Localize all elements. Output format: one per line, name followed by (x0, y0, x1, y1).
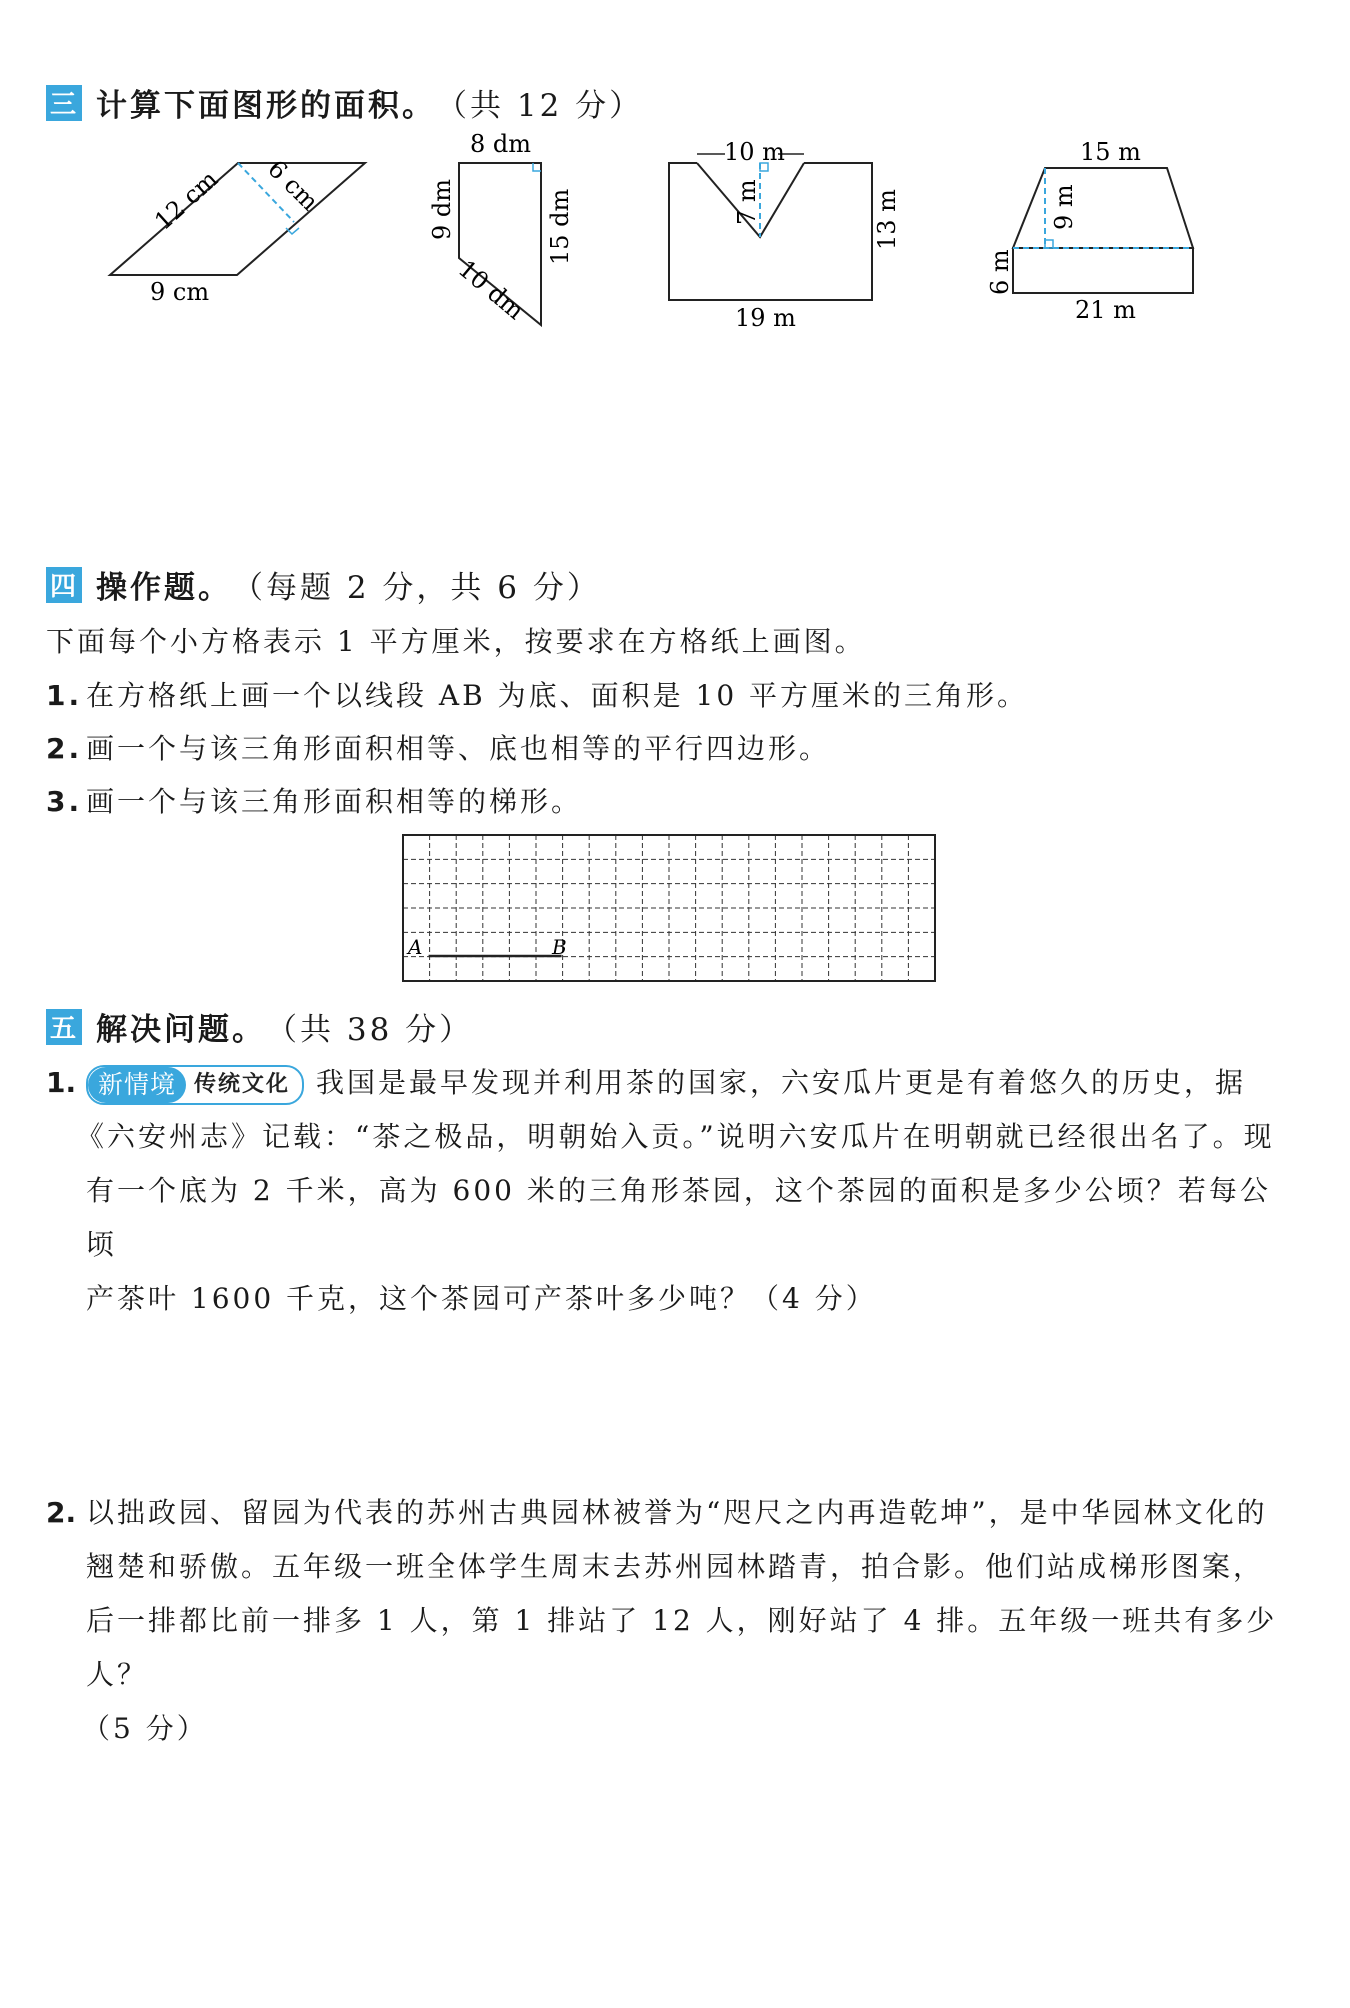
composite-top-label: 15 m (1080, 138, 1141, 166)
rect-height-label: 13 m (873, 189, 901, 250)
problem-1-text (76, 1056, 1296, 1326)
notched-rectangle-figure (669, 138, 901, 332)
composite-rect-height-label: 6 m (986, 249, 1014, 295)
trapezoid-slant-label: 10 dm (452, 254, 530, 326)
parallelogram-figure (110, 155, 365, 306)
badge-topic: 传统文化 (194, 1071, 291, 1097)
problem-1-line-3: 有一个底为 2 千米，高为 600 米的三角形茶园，这个茶园的面积是多少公顷？若每公顷 (86, 1174, 1271, 1261)
point-b-label: B (552, 935, 567, 959)
trapezoid-left-label: 9 dm (428, 178, 456, 240)
notch-height-label: 7 m (733, 179, 761, 225)
section-3-title: 计算下面图形的面积。 (96, 88, 436, 124)
section-5-title: 解决问题。 (96, 1012, 266, 1048)
badge-new: 新情境 (88, 1067, 186, 1103)
grid-paper[interactable] (402, 834, 942, 984)
section-4-note: （每题 2 分，共 6 分） (232, 570, 601, 606)
trapezoid-top-label: 8 dm (470, 130, 532, 158)
parallelogram-base-label: 9 cm (150, 278, 210, 306)
composite-base-label: 21 m (1075, 296, 1136, 324)
rect-base-label: 19 m (735, 304, 796, 332)
new-context-badge (86, 1065, 304, 1105)
section-4-number: 四 (46, 567, 82, 603)
section-5-note: （共 38 分） (266, 1012, 474, 1048)
problem-2-line-4: （5 分） (82, 1712, 208, 1745)
problem-1-line-2: 《六安州志》记载：“茶之极品，明朝始入贡。”说明六安瓜片在明朝就已经很出名了。现 (76, 1120, 1275, 1153)
trapezoid-right-label: 15 dm (546, 188, 574, 265)
section-3-header (46, 80, 643, 125)
problem-1-line-4: 产茶叶 1600 千克，这个茶园可产茶叶多少吨？（4 分） (86, 1282, 877, 1315)
problem-2-line-1: 以拙政园、留园为代表的苏州古典园林被誉为“咫尺之内再造乾坤”，是中华园林文化的 (86, 1496, 1268, 1529)
section-4-header (46, 562, 601, 607)
section-4-intro: 下面每个小方格表示 1 平方厘米，按要求在方格纸上画图。 (46, 625, 866, 658)
section-4-title: 操作题。 (96, 570, 232, 606)
section-5-number: 五 (46, 1009, 82, 1045)
section-3-figures (0, 130, 1350, 470)
problem-2-line-2: 翘楚和骄傲。五年级一班全体学生周末去苏州园林踏青，拍合影。他们站成梯形图案， (86, 1550, 1265, 1583)
composite-trap-height-label: 9 m (1050, 184, 1078, 230)
problem-2-line-3: 后一排都比前一排多 1 人，第 1 排站了 12 人，刚好站了 4 排。五年级一班共有多少人？ (86, 1604, 1278, 1691)
section-3-note: （共 12 分） (436, 88, 644, 124)
problem-2-text (82, 1486, 1296, 1756)
problem-1-line-1: 新情境 传统文化 我国是最早发现并利用茶的国家，六安瓜片更是有着悠久的历史，据 (86, 1056, 1296, 1110)
section-4-item-1: 1. 在方格纸上画一个以线段 AB 为底、面积是 10 平方厘米的三角形。 (46, 679, 1029, 712)
point-a-label: A (408, 935, 423, 959)
composite-figure (986, 138, 1193, 324)
problem-1-number: 1. (46, 1066, 77, 1099)
notch-width-label: 10 m (724, 138, 785, 166)
parallelogram-side-label: 12 cm (149, 165, 224, 236)
problem-2-number: 2. (46, 1496, 77, 1529)
section-3-number: 三 (46, 85, 82, 121)
section-4-item-2: 2. 画一个与该三角形面积相等、底也相等的平行四边形。 (46, 732, 831, 765)
parallelogram-height-label: 6 cm (262, 154, 324, 217)
right-trapezoid-figure (428, 130, 574, 325)
section-4-item-3: 3. 画一个与该三角形面积相等的梯形。 (46, 785, 583, 818)
grid-lines (403, 835, 935, 981)
section-5-header (46, 1004, 473, 1049)
